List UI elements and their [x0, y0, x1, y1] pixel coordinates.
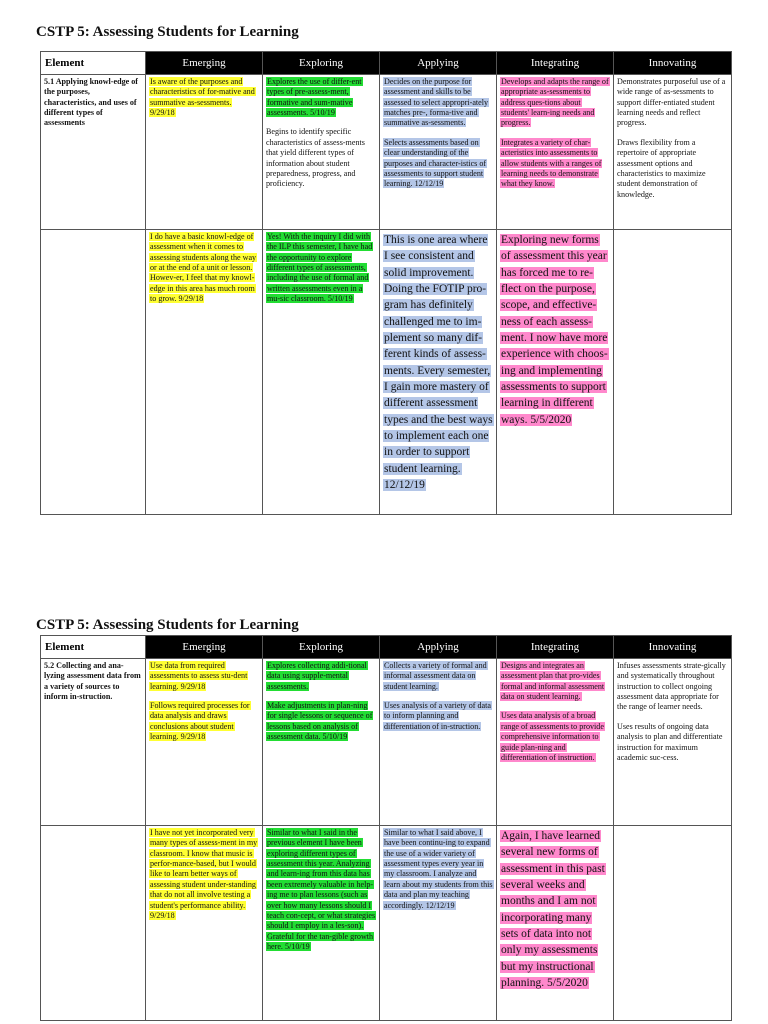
header-applying: Applying	[380, 52, 497, 75]
reflection-applying	[380, 230, 497, 515]
reflection-applying	[380, 826, 497, 1021]
header-innovating: Innovating	[614, 52, 732, 75]
header-row	[41, 636, 732, 659]
descriptor-text: Develops and adapts the range of appropriate as-sessments to address ques-tions about students' learn-ing needs and progress.	[501, 77, 609, 128]
element-5-1: 5.1 Applying knowl-edge of the purposes, characteristics, and uses of different types of assessments	[41, 75, 146, 230]
descriptor-text: Decides on the purpose for assessment and skills to be assessed to select appropri-ately matches pre-, forma-tive and summative as-sessments.	[384, 77, 489, 128]
header-integrating: Integrating	[497, 52, 614, 75]
reflection-emerging	[146, 230, 263, 515]
cell-emerging	[146, 659, 263, 826]
element-blank	[41, 230, 146, 515]
header-exploring: Exploring	[263, 52, 380, 75]
header-row	[41, 52, 732, 75]
cell-applying	[380, 659, 497, 826]
reflection-innovating	[614, 230, 732, 515]
reflection-integrating	[497, 230, 614, 515]
reflection-text: Yes! With the inquiry I did with the ILP this semester, I have had the opportunity to explore different types of assessments, including the use of formal and written assessments even in a mu-sic classroom. 5/10/19	[267, 232, 373, 304]
descriptor-text: Draws flexibility from a repertoire of appropriate assessment options and characteristics to maximize student demonstration of knowledge.	[617, 137, 706, 199]
descriptor-text: Follows required processes for data analysis and draws conclusions about student learning. 9/29/18	[150, 701, 250, 742]
rubric-table-5-2	[40, 635, 732, 1021]
descriptor-text: Integrates a variety of char-acteristics into assessments to allow students with a ranges of learning needs to demonstrate what they know.	[501, 137, 602, 189]
descriptor-text: Explores the use of differ-ent types of pre-assess-ment, formative and sum-mative assessments. 5/10/19	[267, 77, 362, 118]
header-emerging: Emerging	[146, 636, 263, 659]
element-blank	[41, 826, 146, 1021]
cell-exploring	[263, 75, 380, 230]
reflection-text: This is one area where I see consistent and solid improvement. Doing the FOTIP pro-gram has definitely challenged me to im-plement so many dif-ferent kinds of assess-ments. Every semester, I gain more mastery of different assessment types and the best ways to implement each one in order to support student learning. 12/12/19	[384, 234, 493, 491]
rubric-table-5-1	[40, 51, 732, 515]
element-5-2: 5.2 Collecting and ana-lyzing assessment data from a variety of sources to inform in-struction.	[41, 659, 146, 826]
reflection-exploring	[263, 826, 380, 1021]
descriptor-text: Collects a variety of formal and informal assessment data on student learning.	[384, 661, 487, 691]
table-row	[41, 75, 732, 230]
cell-integrating	[497, 659, 614, 826]
section-1-title: CSTP 5: Assessing Students for Learning	[36, 24, 299, 40]
header-innovating: Innovating	[614, 636, 732, 659]
descriptor-text: Demonstrates purposeful use of a wide range of as-sessments to support differ-entiated student learning needs and reflect progress.	[617, 77, 726, 128]
descriptor-text: Explores collecting addi-tional data using supple-mental assessments.	[267, 661, 367, 691]
descriptor-text: Uses results of ongoing data analysis to plan and differentiate instruction for maximum academic suc-cess.	[617, 721, 723, 762]
descriptor-text: Is aware of the purposes and characteristics of for-mative and summative as-sessments. 9/29/18	[150, 77, 255, 118]
descriptor-text: Begins to identify specific characteristics of assess-ments that yield different types of information about student preparedness, progress, and proficiency.	[266, 127, 365, 189]
reflection-text: Similar to what I said above, I have been continu-ing to expand the use of a wider variety of assessment types every year in my classroom. I analyze and learn about my students from this data and plan my teaching accordingly. 12/12/19	[384, 828, 493, 910]
reflection-emerging	[146, 826, 263, 1021]
header-exploring: Exploring	[263, 636, 380, 659]
descriptor-text: Infuses assessments strate-gically and systematically throughout instruction to collect ongoing assessment data appropriate for the range of learner needs.	[617, 661, 726, 712]
descriptor-text: Selects assessments based on clear understanding of the purposes and character-istics of assessments to support student learning. 12/12/19	[384, 137, 487, 189]
reflection-exploring	[263, 230, 380, 515]
table-row	[41, 230, 732, 515]
descriptor-text: Designs and integrates an assessment plan that pro-vides formal and informal assessment data on student learning.	[501, 661, 605, 702]
descriptor-text: Use data from required assessments to assess stu-dent learning. 9/29/18	[150, 661, 248, 691]
cell-integrating	[497, 75, 614, 230]
reflection-integrating	[497, 826, 614, 1021]
reflection-innovating	[614, 826, 732, 1021]
header-applying: Applying	[380, 636, 497, 659]
reflection-text: Again, I have learned several new forms of assessment in this past several weeks and months and I am not incorporating many sets of data into not only my assessments but my instructional planning. 5/5/2020	[501, 830, 605, 989]
header-integrating: Integrating	[497, 636, 614, 659]
cell-exploring	[263, 659, 380, 826]
reflection-text: I have not yet incorporated very many types of assess-ment in my classroom. I know that music is perfor-mance-based, but I would like to learn better ways of assessing student under-standing that do not all involve testing a student's performance ability. 9/29/18	[150, 828, 258, 920]
cell-applying	[380, 75, 497, 230]
section-2-title: CSTP 5: Assessing Students for Learning	[36, 617, 299, 633]
cell-emerging	[146, 75, 263, 230]
header-element: Element	[41, 636, 146, 659]
cell-innovating	[614, 659, 732, 826]
table-row	[41, 826, 732, 1021]
header-element: Element	[41, 52, 146, 75]
reflection-text: Exploring new forms of assessment this year has forced me to re-flect on the purpose, scope, and effective-ness of each assess-ment. I now have more experience with choos-ing and implementing assessments to support learning in different ways. 5/5/2020	[501, 234, 608, 426]
cell-innovating	[614, 75, 732, 230]
table-row	[41, 659, 732, 826]
descriptor-text: Uses data analysis of a broad range of assessments to provide comprehensive information to guide plan-ning and differentiation of instruction.	[501, 711, 604, 762]
header-emerging: Emerging	[146, 52, 263, 75]
descriptor-text: Uses analysis of a variety of data to inform planning and differentiation of in-struction.	[384, 701, 491, 731]
reflection-text: I do have a basic knowl-edge of assessment when it comes to assessing students along the way or at the end of a unit or lesson. Howev-er, I feel that my knowl-edge in this area has much room to grow. 9/29/18	[150, 232, 257, 304]
reflection-text: Similar to what I said in the previous element I have been exploring different types of assessment this year. Analyzing and learn-ing from this data has been extremely valuable in help-ing me to plan lessons (such as over how many lessons should I teach con-cept, or what strategies should I employ in a les-son). Grateful for the tan-gible growth here. 5/10/19	[267, 828, 376, 951]
descriptor-text: Make adjustments in plan-ning for single lessons or sequence of lessons based on analysis of assessment data. 5/10/19	[267, 701, 373, 742]
